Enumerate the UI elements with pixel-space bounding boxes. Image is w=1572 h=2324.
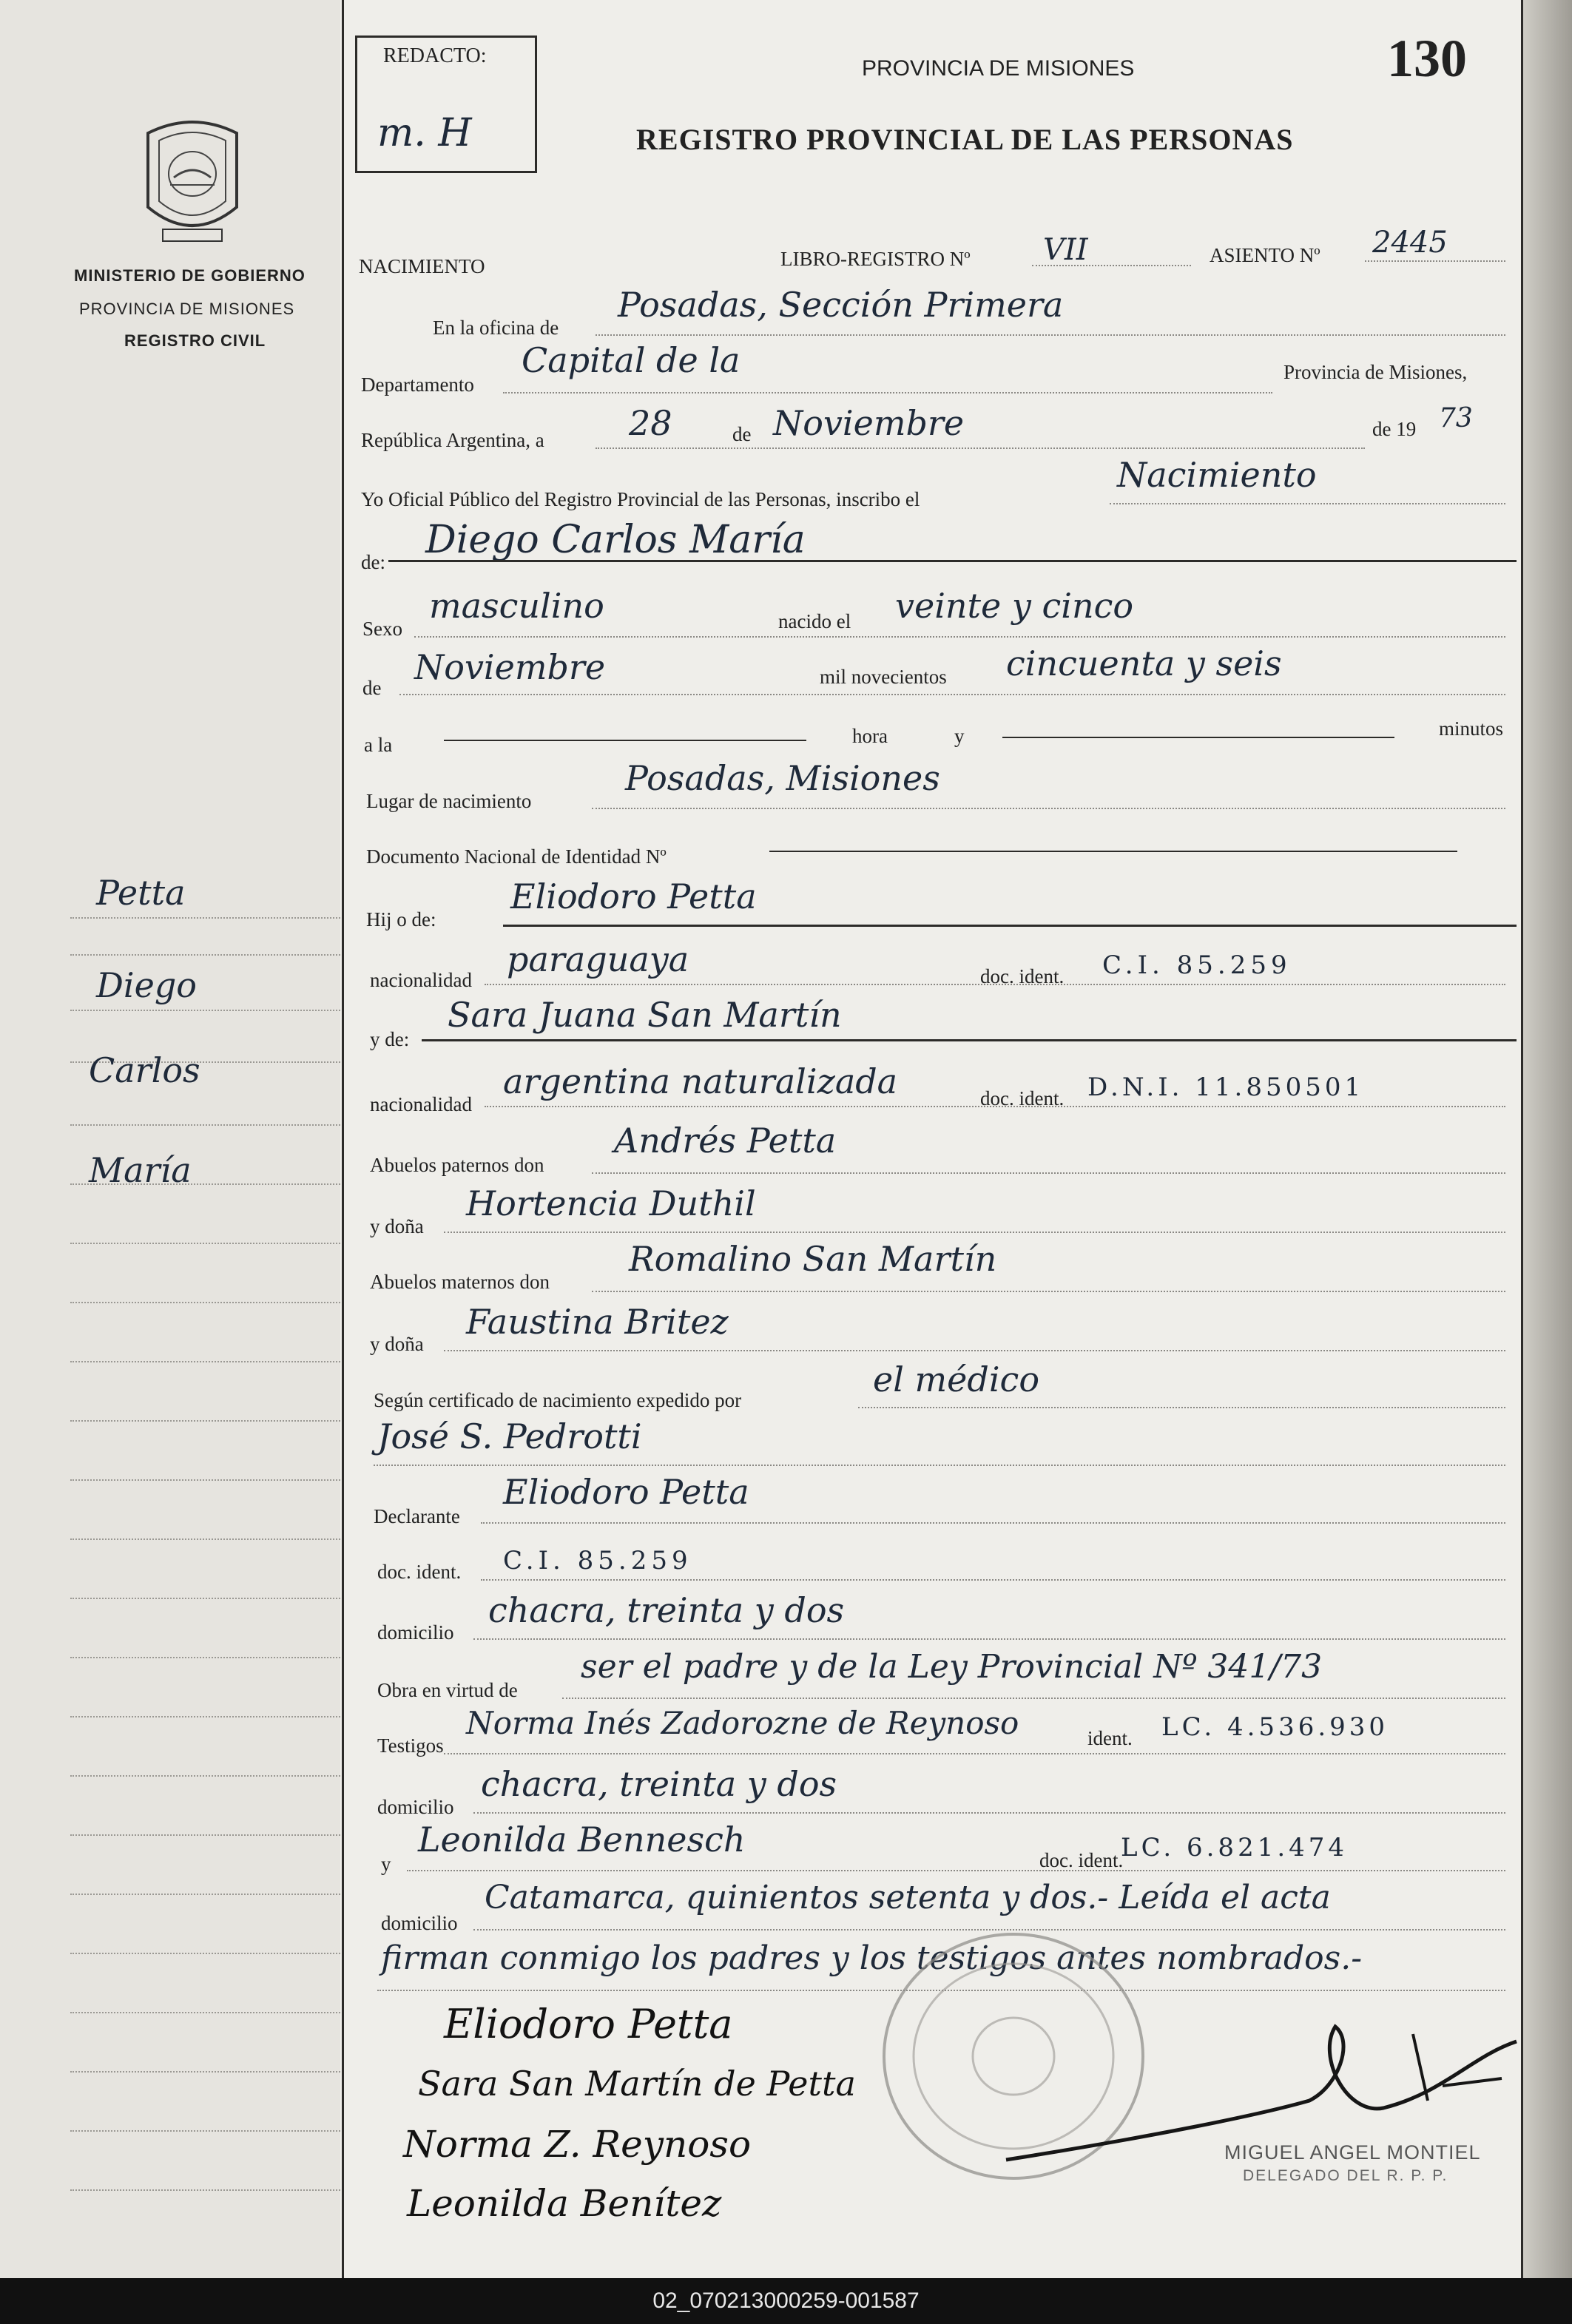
testigo-2: Leonilda Bennesch (418, 1820, 746, 1859)
asiento-label: ASIENTO Nº (1210, 244, 1320, 266)
lugar-label: Lugar de nacimiento (366, 790, 532, 812)
margin-rule (70, 1302, 340, 1303)
madre-underline (422, 1039, 1517, 1041)
official-name: MIGUEL ANGEL MONTIEL (1224, 2141, 1481, 2163)
nombre-label: de: (361, 551, 385, 573)
libro-label: LIBRO-REGISTRO Nº (780, 248, 971, 270)
documento-line (769, 851, 1457, 852)
line-rule (485, 984, 1505, 985)
madre-nac: argentina naturalizada (503, 1061, 898, 1101)
departamento-value: Capital de la (522, 340, 741, 380)
line-rule (592, 1291, 1505, 1292)
testigo-1-ident-label: ident. (1087, 1727, 1133, 1749)
line-rule (485, 1106, 1505, 1107)
y-label: y (954, 725, 965, 747)
margin-rule (70, 1834, 340, 1836)
margin-rule (70, 1243, 340, 1244)
abuela-materna: Faustina Britez (466, 1302, 729, 1342)
padre-doc: C.I. 85.259 (1102, 950, 1292, 980)
margin-rule (70, 1775, 340, 1777)
dona-label: y doña (370, 1215, 424, 1237)
margin-rule (70, 1657, 340, 1658)
padre-underline (503, 925, 1517, 927)
margin-header-registry: REGISTRO CIVIL (124, 331, 266, 350)
madre-doc-label: doc. ident. (980, 1087, 1065, 1109)
margin-rule (70, 1010, 340, 1011)
declarante-value: Eliodoro Petta (503, 1472, 749, 1512)
declarante-doc-label: doc. ident. (377, 1561, 462, 1583)
lugar-value: Posadas, Misiones (625, 758, 940, 798)
line-rule (596, 447, 1365, 449)
province-seal-icon (137, 118, 248, 248)
nacido-de-label: de (362, 677, 382, 699)
signature-mother: Sara San Martín de Petta (418, 2064, 856, 2104)
padre-nac: paraguaya (507, 939, 689, 979)
certificador-1: el médico (873, 1359, 1040, 1399)
line-rule (473, 1638, 1505, 1640)
line-rule (407, 1870, 1505, 1871)
nacido-mes: Noviembre (414, 647, 606, 687)
nacido-anio: cincuenta y seis (1006, 644, 1282, 683)
line-rule (444, 1753, 1505, 1754)
testigo-1-domicilio-label: domicilio (377, 1796, 454, 1818)
abuela-paterna: Hortencia Duthil (466, 1183, 756, 1223)
acto-value: Nacimiento (1117, 455, 1317, 495)
testigo-2-domicilio-label: domicilio (381, 1912, 458, 1934)
margin-surname: Petta (96, 873, 186, 913)
sexo-label: Sexo (362, 618, 402, 640)
cierre-text: firman conmigo los padres y los testigos antes nombrados.- (381, 1939, 1363, 1977)
hora-label: hora (852, 725, 888, 747)
madre-nac-label: nacionalidad (370, 1093, 472, 1115)
margin-rule (70, 917, 340, 919)
libro-dots (1032, 265, 1191, 266)
declarante-domicilio-label: domicilio (377, 1621, 454, 1644)
page-number: 130 (1387, 29, 1467, 88)
margin-rule (70, 2130, 340, 2132)
margin-rule (70, 2012, 340, 2013)
margin-rule (70, 1479, 340, 1481)
testigo-1: Norma Inés Zadorozne de Reynoso (466, 1705, 1019, 1741)
margin-rule (70, 1953, 340, 1954)
abuelos-maternos-label: Abuelos maternos don (370, 1271, 550, 1293)
registry-title: REGISTRO PROVINCIAL DE LAS PERSONAS (636, 123, 1294, 156)
margin-rule (70, 1420, 340, 1422)
line-rule (374, 1465, 1505, 1466)
redacto-initials: m. H (377, 111, 472, 155)
abuelo-materno: Romalino San Martín (629, 1239, 997, 1279)
margin-rule (70, 1598, 340, 1599)
ala-label: a la (364, 734, 393, 756)
libro-value: VII (1043, 233, 1088, 267)
departamento-label: Departamento (361, 374, 474, 396)
asiento-value: 2445 (1372, 226, 1448, 260)
margin-header-ministry: MINISTERIO DE GOBIERNO (74, 266, 306, 285)
nacido-label: nacido el (778, 610, 851, 632)
line-rule (858, 1407, 1505, 1408)
line-rule (414, 636, 1505, 638)
testigo-2-doc-label: doc. ident. (1039, 1849, 1124, 1871)
margin-header-province: PROVINCIA DE MISIONES (79, 300, 295, 318)
margin-divider (342, 0, 344, 2278)
minutos-label: minutos (1439, 717, 1504, 740)
madre-value: Sara Juana San Martín (448, 995, 842, 1035)
line-rule (503, 392, 1272, 393)
fecha-de: de (732, 423, 752, 445)
line-rule (444, 1350, 1505, 1351)
margin-firstname: Diego (96, 965, 197, 1005)
testigo-2-doc: LC. 6.821.474 (1121, 1833, 1349, 1862)
padre-value: Eliodoro Petta (510, 876, 757, 916)
margin-rule (70, 2189, 340, 2191)
province-title: PROVINCIA DE MISIONES (862, 56, 1135, 81)
line-rule (473, 1812, 1505, 1814)
line-rule (444, 1232, 1505, 1233)
line-rule (399, 694, 1505, 695)
line-rule (592, 1172, 1505, 1174)
name-underline (388, 560, 1517, 562)
line-rule (596, 334, 1505, 336)
padre-doc-label: doc. ident. (980, 965, 1065, 987)
testigo-1-doc: LC. 4.536.930 (1161, 1712, 1389, 1742)
margin-rule (70, 1716, 340, 1717)
page-edge (1522, 0, 1572, 2278)
declarante-label: Declarante (374, 1505, 460, 1527)
provincia-suffix: Provincia de Misiones, (1283, 361, 1468, 383)
record-type: NACIMIENTO (359, 255, 485, 277)
margin-rule (70, 1894, 340, 1895)
signature-witness-1: Norma Z. Reynoso (403, 2123, 752, 2166)
republica-label: República Argentina, a (361, 429, 544, 451)
testigo-1-domicilio: chacra, treinta y dos (481, 1764, 837, 1804)
inscripcion-label: Yo Oficial Público del Registro Provincial de las Personas, inscribo el (361, 488, 920, 510)
mil-label: mil novecientos (820, 666, 947, 688)
margin-rule (70, 1538, 340, 1540)
nombre-value: Diego Carlos María (425, 518, 806, 562)
margin-rule (70, 2071, 340, 2073)
line-rule (562, 1698, 1505, 1699)
margin-rule (70, 1124, 340, 1126)
line-rule (1110, 503, 1505, 504)
official-title: DELEGADO DEL R. P. P. (1243, 2167, 1448, 2184)
oficina-value: Posadas, Sección Primera (618, 285, 1064, 325)
testigo-2-y-label: y (381, 1853, 391, 1875)
obra-label: Obra en virtud de (377, 1679, 518, 1701)
abuelo-paterno: Andrés Petta (614, 1121, 837, 1161)
madre-doc: D.N.I. 11.850501 (1087, 1073, 1365, 1102)
fecha-dia: 28 (629, 403, 672, 443)
redacto-label: REDACTO: (383, 44, 487, 67)
footer-id: 02_070213000259-001587 (652, 2288, 920, 2313)
obra-value: ser el padre y de la Ley Provincial Nº 341/73 (581, 1648, 1323, 1686)
signature-witness-2: Leonilda Benítez (407, 2182, 722, 2225)
segun-label: Según certificado de nacimiento expedido por (374, 1389, 742, 1411)
line-rule (481, 1579, 1505, 1581)
fecha-mes: Noviembre (773, 403, 965, 443)
abuelos-paternos-label: Abuelos paternos don (370, 1154, 544, 1176)
line-rule (592, 808, 1505, 809)
declarante-domicilio: chacra, treinta y dos (488, 1590, 845, 1630)
margin-secondname: Carlos (89, 1050, 200, 1090)
declarante-doc: C.I. 85.259 (503, 1546, 692, 1575)
margin-rule (70, 1361, 340, 1362)
testigos-label: Testigos (377, 1734, 444, 1757)
madre-label: y de: (370, 1028, 410, 1050)
signature-father: Eliodoro Petta (444, 2001, 733, 2047)
margin-rule (70, 954, 340, 956)
sexo-value: masculino (429, 586, 604, 626)
right-border (1521, 0, 1523, 2278)
padre-nac-label: nacionalidad (370, 969, 472, 991)
certificador-2: José S. Pedrotti (377, 1416, 642, 1456)
minutos-line (1002, 737, 1394, 738)
hijo-label: Hij o de: (366, 908, 436, 930)
hora-line (444, 740, 806, 741)
documento-label: Documento Nacional de Identidad Nº (366, 845, 667, 868)
margin-thirdname: María (89, 1150, 192, 1190)
fecha-year: 73 (1439, 403, 1473, 433)
nacido-dia: veinte y cinco (895, 586, 1134, 626)
dona-materna-label: y doña (370, 1333, 424, 1355)
fecha-year-label: de 19 (1372, 418, 1417, 440)
testigo-2-domicilio: Catamarca, quinientos setenta y dos.- Leída el acta (485, 1879, 1331, 1916)
line-rule (481, 1522, 1505, 1524)
oficina-label: En la oficina de (433, 317, 559, 339)
asiento-dots (1365, 260, 1505, 262)
